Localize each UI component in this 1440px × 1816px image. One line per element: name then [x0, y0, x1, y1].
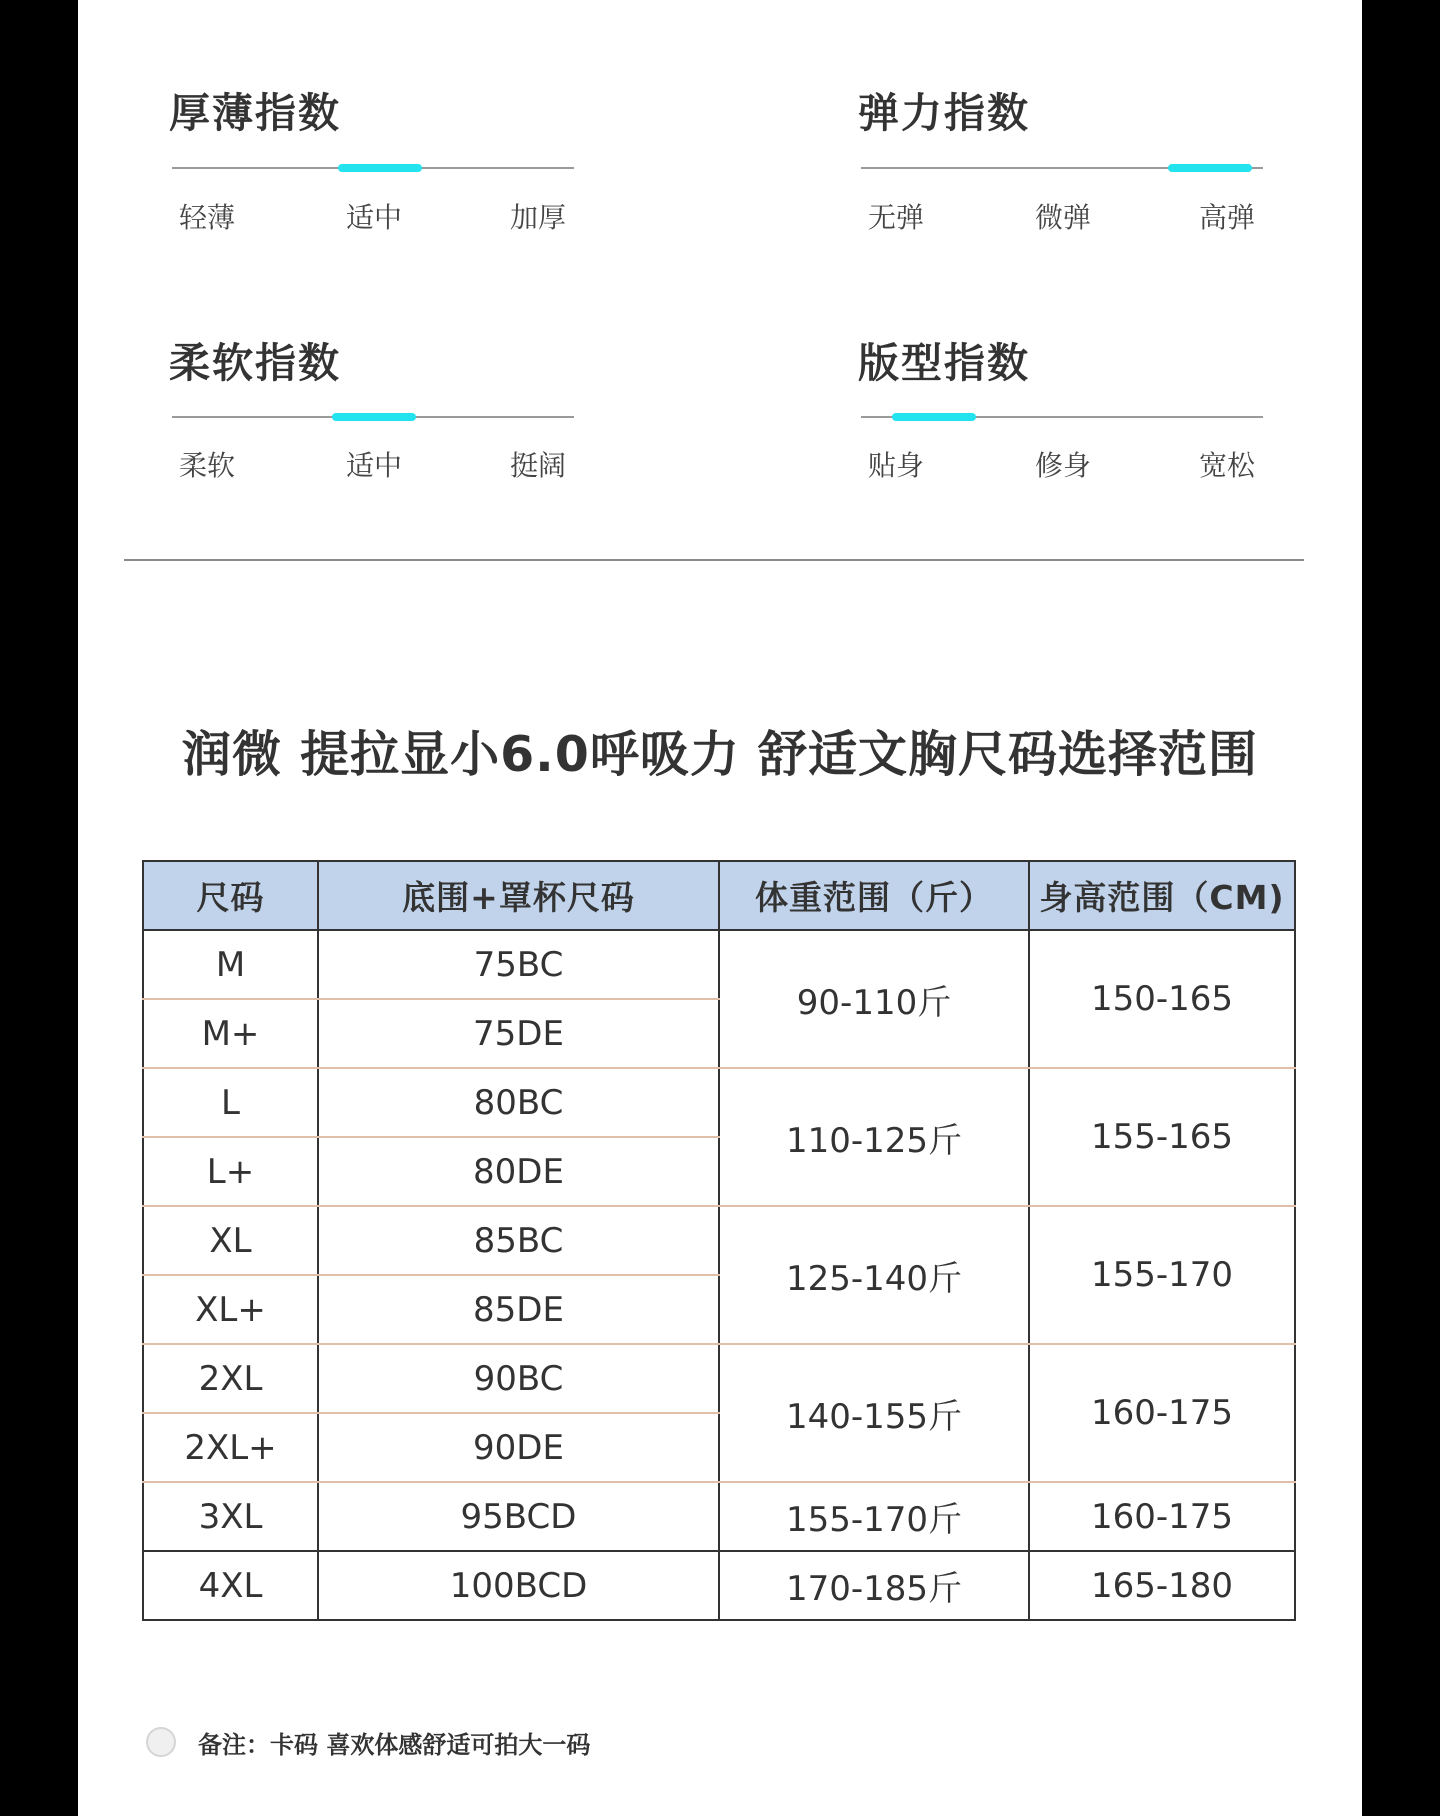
height-cell: 155-170 — [1029, 1206, 1295, 1344]
index-label: 贴身 — [868, 449, 925, 482]
page-title: 润微 提拉显小6.0呼吸力 舒适文胸尺码选择范围 — [182, 726, 1258, 783]
page — [78, 0, 1362, 1816]
table-row — [143, 1068, 1295, 1137]
index-track — [172, 167, 574, 169]
index-label: 柔软 — [179, 449, 236, 482]
weight-cell: 125-140斤 — [719, 1206, 1029, 1344]
size-cell: M+ — [143, 999, 318, 1068]
height-cell: 150-165 — [1029, 930, 1295, 1068]
cup-cell: 75BC — [318, 930, 719, 999]
size-cell: 2XL+ — [143, 1413, 318, 1482]
table-header-row — [143, 861, 1295, 930]
height-cell: 160-175 — [1029, 1482, 1295, 1551]
size-cell: 2XL — [143, 1344, 318, 1413]
section-divider — [124, 559, 1304, 561]
index-title: 弹力指数 — [858, 89, 1030, 137]
weight-cell: 140-155斤 — [719, 1344, 1029, 1482]
cup-cell: 100BCD — [318, 1551, 719, 1620]
index-track — [172, 416, 574, 418]
size-cell: XL — [143, 1206, 318, 1275]
note-text: 备注：卡码 喜欢体感舒适可拍大一码 — [198, 1730, 591, 1759]
weight-cell: 110-125斤 — [719, 1068, 1029, 1206]
index-title: 柔软指数 — [169, 339, 341, 387]
cup-cell: 80DE — [318, 1137, 719, 1206]
size-table — [142, 860, 1296, 1621]
header-weight: 体重范围（斤） — [719, 861, 1029, 930]
cup-cell: 90BC — [318, 1344, 719, 1413]
index-title: 厚薄指数 — [169, 89, 341, 137]
cup-cell: 85DE — [318, 1275, 719, 1344]
index-marker — [338, 164, 422, 172]
size-cell: 4XL — [143, 1551, 318, 1620]
bullet-icon — [146, 1727, 176, 1757]
index-label: 宽松 — [1199, 449, 1256, 482]
height-cell: 155-165 — [1029, 1068, 1295, 1206]
index-label: 修身 — [1035, 449, 1092, 482]
index-track — [861, 167, 1263, 169]
header-size: 尺码 — [143, 861, 318, 930]
size-cell: XL+ — [143, 1275, 318, 1344]
height-cell: 165-180 — [1029, 1551, 1295, 1620]
cup-cell: 90DE — [318, 1413, 719, 1482]
index-label: 加厚 — [510, 201, 567, 234]
table-row — [143, 930, 1295, 999]
note — [146, 1722, 590, 1762]
size-cell: L+ — [143, 1137, 318, 1206]
index-marker — [1168, 164, 1252, 172]
table-row — [143, 1482, 1295, 1551]
header-cup: 底围+罩杯尺码 — [318, 861, 719, 930]
cup-cell: 85BC — [318, 1206, 719, 1275]
index-label: 高弹 — [1199, 201, 1256, 234]
index-label: 无弹 — [868, 201, 925, 234]
height-cell: 160-175 — [1029, 1344, 1295, 1482]
index-track — [861, 416, 1263, 418]
index-label: 适中 — [346, 201, 403, 234]
cup-cell: 95BCD — [318, 1482, 719, 1551]
index-label: 挺阔 — [510, 449, 567, 482]
table-row — [143, 1206, 1295, 1275]
size-cell: 3XL — [143, 1482, 318, 1551]
cup-cell: 80BC — [318, 1068, 719, 1137]
header-height: 身高范围（CM) — [1029, 861, 1295, 930]
size-cell: M — [143, 930, 318, 999]
index-label: 轻薄 — [179, 201, 236, 234]
table-row — [143, 1551, 1295, 1620]
index-title: 版型指数 — [858, 339, 1030, 387]
size-cell: L — [143, 1068, 318, 1137]
index-label: 适中 — [346, 449, 403, 482]
weight-cell: 155-170斤 — [719, 1482, 1029, 1551]
index-marker — [332, 413, 416, 421]
weight-cell: 170-185斤 — [719, 1551, 1029, 1620]
weight-cell: 90-110斤 — [719, 930, 1029, 1068]
index-label: 微弹 — [1035, 201, 1092, 234]
index-marker — [892, 413, 976, 421]
table-row — [143, 1344, 1295, 1413]
cup-cell: 75DE — [318, 999, 719, 1068]
